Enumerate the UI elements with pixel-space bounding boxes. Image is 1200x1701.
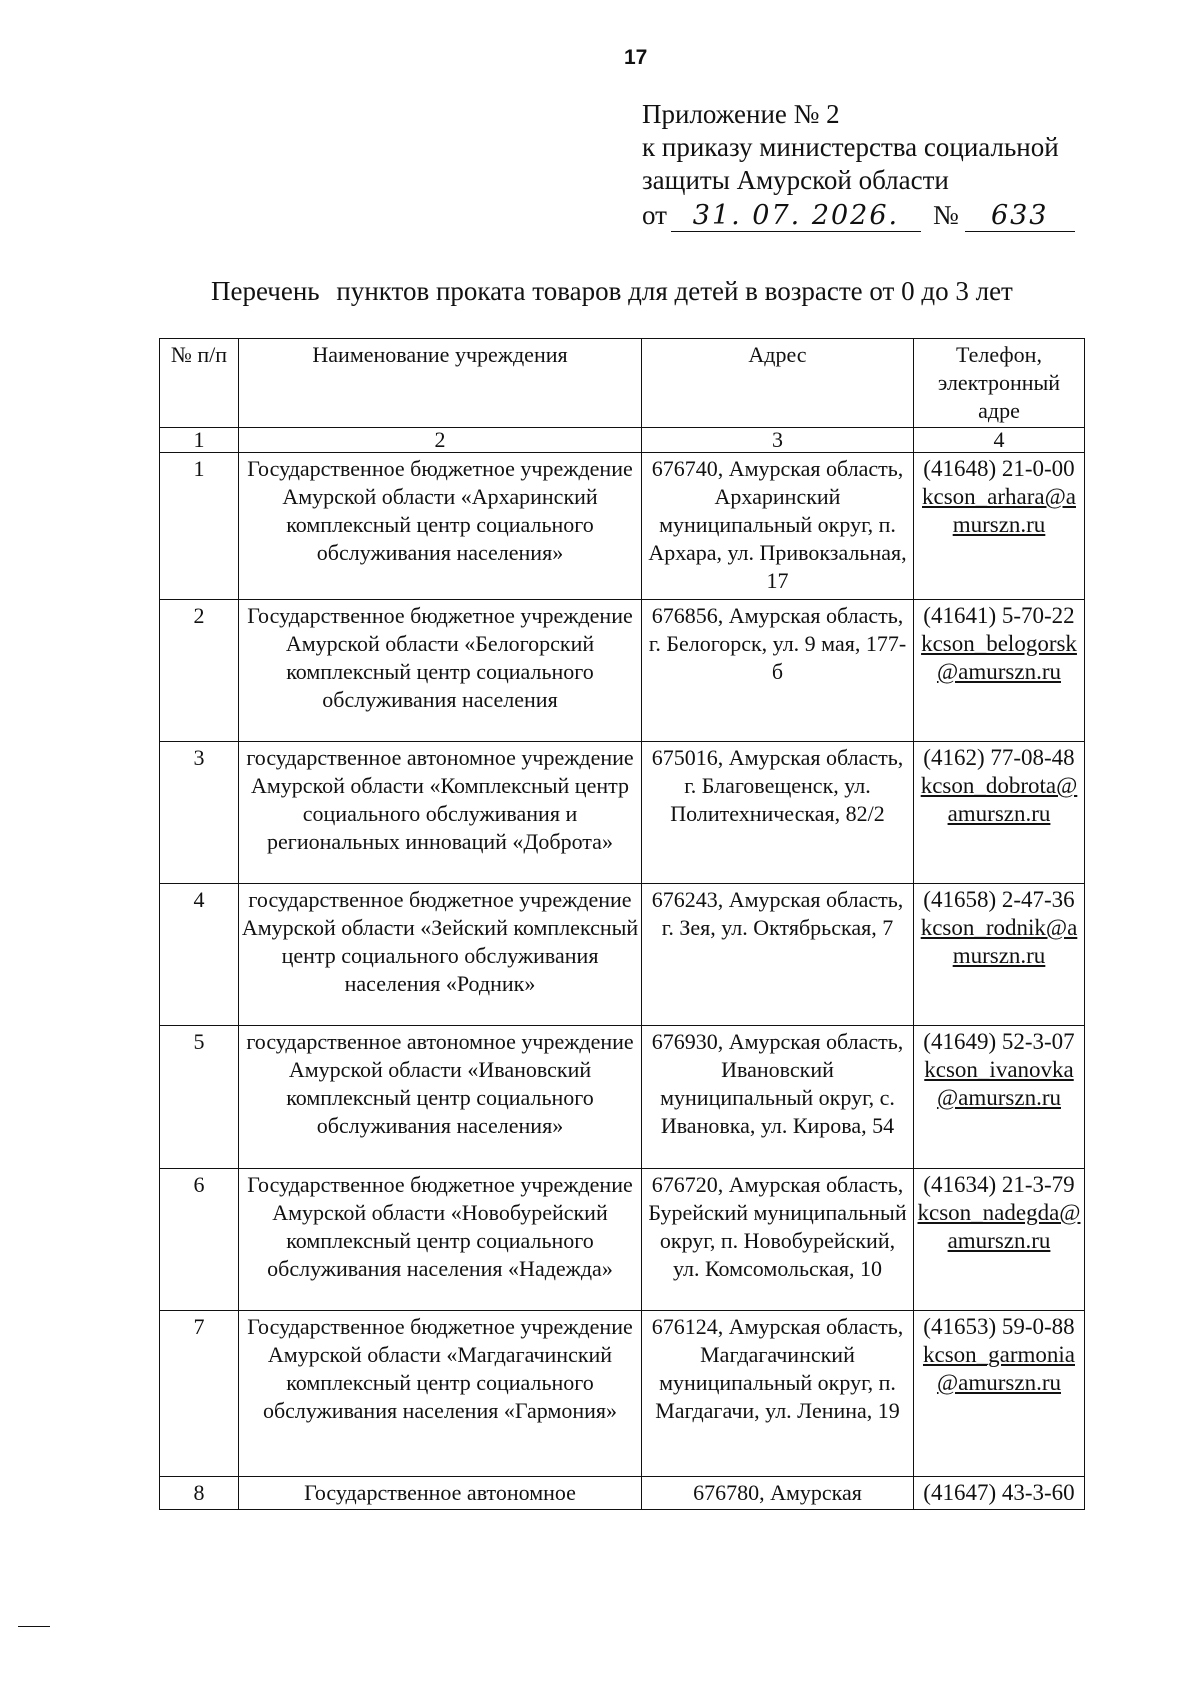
phone: (41641) 5-70-22	[923, 603, 1075, 628]
rental-points-table	[159, 338, 1085, 1510]
row-number: 1	[160, 453, 239, 600]
row-number: 4	[160, 884, 239, 1026]
institution-address: 676930, Амурская область, Ивановский муниципальный округ, с. Ивановка, ул. Кирова, 54	[642, 1026, 914, 1169]
table-row	[160, 1477, 1085, 1510]
header-name: Наименование учреждения	[239, 339, 642, 428]
institution-name: государственное бюджетное учреждение Амурской области «Зейский комплексный центр социального обслуживания населения «Родник»	[239, 884, 642, 1026]
number-label: №	[932, 200, 959, 230]
email-link[interactable]: kcson_dobrota@amurszn.ru	[920, 773, 1078, 826]
institution-address: 676780, Амурская	[642, 1477, 914, 1510]
row-number: 5	[160, 1026, 239, 1169]
row-number: 3	[160, 742, 239, 884]
document-title	[211, 276, 1013, 307]
table-row	[160, 884, 1085, 1026]
email-link[interactable]: kcson_arhara@amurszn.ru	[922, 484, 1076, 537]
phone: (41653) 59-0-88	[923, 1314, 1075, 1339]
header-address: Адрес	[642, 339, 914, 428]
table-row	[160, 1169, 1085, 1311]
phone: (4162) 77-08-48	[923, 745, 1075, 770]
contact-cell	[914, 453, 1085, 600]
contact-cell	[914, 1477, 1085, 1510]
contact-cell	[914, 1311, 1085, 1477]
institution-address: 675016, Амурская область, г. Благовещенск, ул. Политехническая, 82/2	[642, 742, 914, 884]
institution-address: 676124, Амурская область, Магдагачинский муниципальный округ, п. Магдагачи, ул. Ленина, 19	[642, 1311, 914, 1477]
column-index-row	[160, 428, 1085, 453]
institution-address: 676243, Амурская область, г. Зея, ул. Октябрьская, 7	[642, 884, 914, 1026]
header-contact: Телефон, электронный адре	[914, 339, 1085, 428]
table-row	[160, 1311, 1085, 1477]
institution-address: 676720, Амурская область, Бурейский муниципальный округ, п. Новобурейский, ул. Комсомольская, 10	[642, 1169, 914, 1311]
email-link[interactable]: kcson_garmonia@amurszn.ru	[922, 1342, 1075, 1395]
row-number: 7	[160, 1311, 239, 1477]
institution-name: государственное автономное учреждение Амурской области «Комплексный центр социального обслуживания и региональных инноваций «Доброта»	[239, 742, 642, 884]
index-cell: 3	[642, 428, 914, 453]
institution-name: Государственное бюджетное учреждение Амурской области «Белогорский комплексный центр социального обслуживания населения	[239, 600, 642, 742]
row-number: 6	[160, 1169, 239, 1311]
contact-cell	[914, 884, 1085, 1026]
institution-name: Государственное автономное	[239, 1477, 642, 1510]
institution-address: 676856, Амурская область, г. Белогорск, ул. 9 мая, 177-б	[642, 600, 914, 742]
institution-name: Государственное бюджетное учреждение Амурской области «Новобурейский комплексный центр социального обслуживания населения «Надежда»	[239, 1169, 642, 1311]
email-link[interactable]: kcson_rodnik@amurszn.ru	[920, 915, 1078, 968]
contact-cell	[914, 1026, 1085, 1169]
phone: (41647) 43-3-60	[923, 1480, 1075, 1505]
page-number: 17	[624, 46, 648, 69]
header-number: № п/п	[160, 339, 239, 428]
table-row	[160, 600, 1085, 742]
table-row	[160, 742, 1085, 884]
appendix-ministry: защиты Амурской области	[642, 165, 949, 195]
institution-address: 676740, Амурская область, Архаринский муниципальный округ, п. Архара, ул. Привокзальная, 17	[642, 453, 914, 600]
title-rest: пунктов проката товаров для детей в возрасте от 0 до 3 лет	[336, 276, 1013, 306]
institution-name: Государственное бюджетное учреждение Амурской области «Магдагачинский комплексный центр социального обслуживания населения «Гармония»	[239, 1311, 642, 1477]
date-prefix: от	[642, 200, 667, 230]
email-link[interactable]: kcson_ivanovka@amurszn.ru	[924, 1057, 1074, 1110]
order-number: 633	[965, 197, 1075, 232]
phone: (41634) 21-3-79	[923, 1172, 1075, 1197]
contact-cell	[914, 742, 1085, 884]
email-link[interactable]: kcson_nadegda@amurszn.ru	[917, 1200, 1081, 1253]
phone: (41649) 52-3-07	[923, 1029, 1075, 1054]
institution-name: Государственное бюджетное учреждение Амурской области «Архаринский комплексный центр социального обслуживания населения»	[239, 453, 642, 600]
index-cell: 1	[160, 428, 239, 453]
order-date: 31. 07. 2026.	[671, 197, 921, 232]
phone: (41658) 2-47-36	[923, 887, 1075, 912]
row-number: 8	[160, 1477, 239, 1510]
row-number: 2	[160, 600, 239, 742]
table-row	[160, 1026, 1085, 1169]
index-cell: 2	[239, 428, 642, 453]
contact-cell	[914, 600, 1085, 742]
contact-cell	[914, 1169, 1085, 1311]
appendix-title: Приложение № 2	[642, 99, 840, 129]
table-row	[160, 453, 1085, 600]
table-header-row	[160, 339, 1085, 428]
order-date-line	[642, 197, 1162, 232]
scan-edge-mark	[18, 1626, 50, 1627]
index-cell: 4	[914, 428, 1085, 453]
phone: (41648) 21-0-00	[923, 456, 1075, 481]
institution-name: государственное автономное учреждение Амурской области «Ивановский комплексный центр социального обслуживания населения»	[239, 1026, 642, 1169]
email-link[interactable]: kcson_belogorsk@amurszn.ru	[921, 631, 1077, 684]
title-word: Перечень	[211, 276, 320, 306]
appendix-order-ref: к приказу министерства социальной	[642, 132, 1059, 162]
appendix-header	[642, 98, 1162, 232]
